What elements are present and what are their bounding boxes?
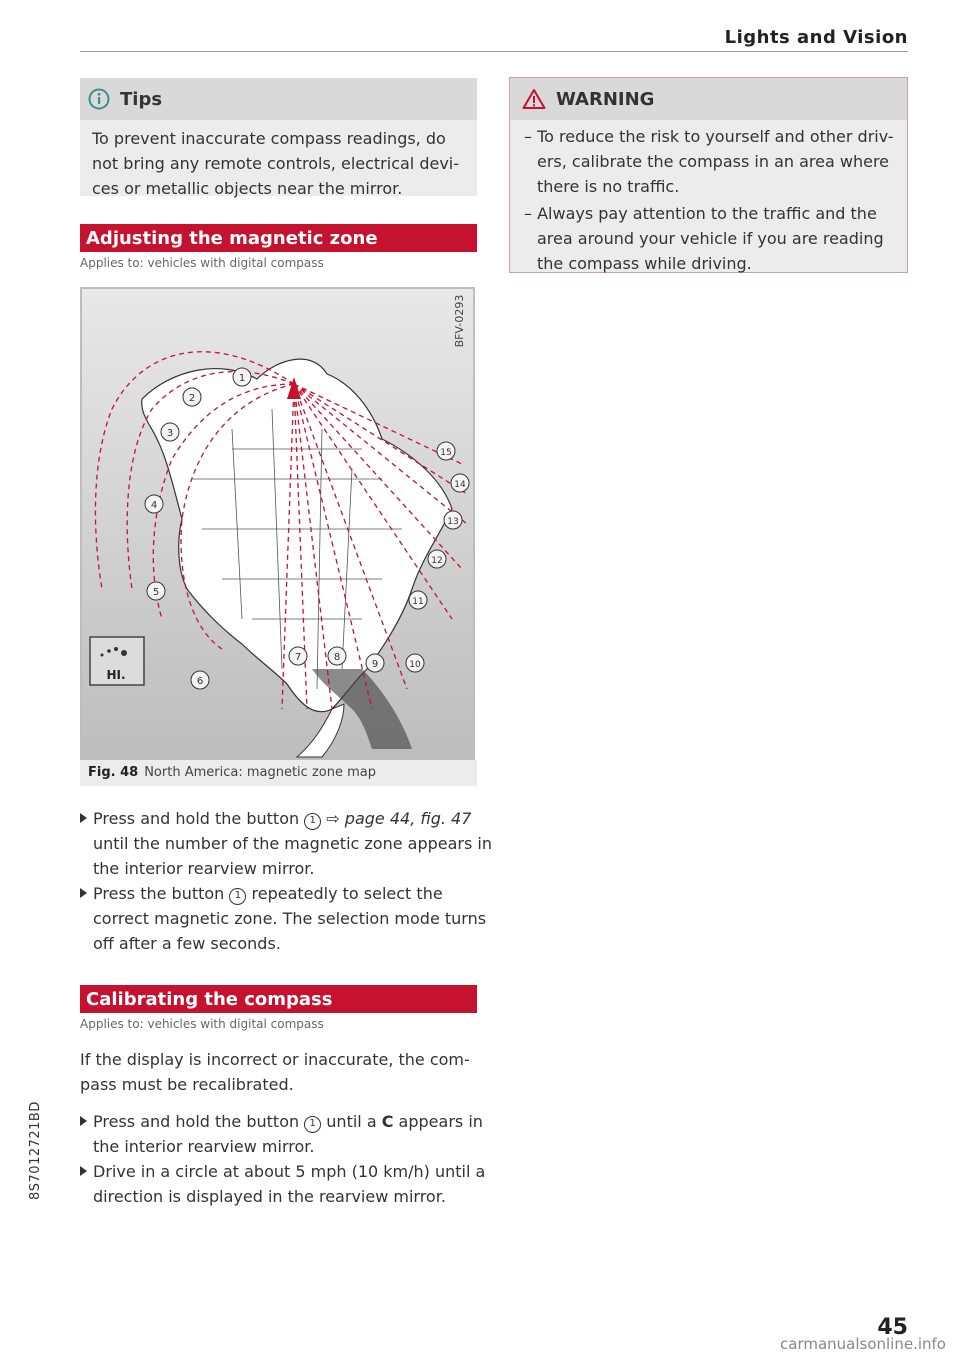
watermark: carmanualsonline.info xyxy=(780,1335,946,1353)
tips-title: Tips xyxy=(120,88,163,110)
section-title-magnetic-zone: Adjusting the magnetic zone xyxy=(80,224,477,252)
svg-text:14: 14 xyxy=(454,480,466,490)
zone-5 xyxy=(147,582,165,600)
svg-text:1: 1 xyxy=(238,373,246,384)
svg-text:12: 12 xyxy=(431,556,443,566)
applies-note-magnetic: Applies to: vehicles with digital compass xyxy=(80,256,324,270)
section-title-calibrating: Calibrating the compass xyxy=(80,985,477,1013)
zone-2 xyxy=(183,388,201,406)
svg-text:7: 7 xyxy=(294,652,302,663)
zone-7 xyxy=(289,647,307,665)
svg-text:5: 5 xyxy=(152,587,160,598)
header-rule xyxy=(80,51,908,52)
zone-1 xyxy=(233,368,251,386)
tips-header xyxy=(80,78,477,120)
button-1-symbol: 1 xyxy=(304,813,321,830)
magnetic-zone-map xyxy=(82,289,473,758)
bullet-arrow-icon xyxy=(80,888,87,898)
zone-3 xyxy=(161,423,179,441)
info-circle-icon xyxy=(88,88,110,110)
warning-item: – To reduce the risk to yourself and other driv-ers, calibrate the compass in an area where there is no traffic. xyxy=(524,127,894,196)
bullet-arrow-icon xyxy=(80,813,87,823)
magnetic-zone-map-figure xyxy=(80,287,475,760)
zone-15 xyxy=(437,442,455,460)
document-code: 8S7012721BD xyxy=(28,1101,43,1200)
tips-body: To prevent inaccurate compass readings, do not bring any remote controls, electrical devi-ces or metallic objects near the mirror. xyxy=(92,129,460,198)
warning-box xyxy=(509,77,908,273)
svg-text:13: 13 xyxy=(447,517,459,527)
calibrate-step-1: Press and hold the button 1 until a C appears in the interior rearview mirror. xyxy=(80,1109,493,1159)
zone-14 xyxy=(451,474,469,492)
calibrate-step-2: Drive in a circle at about 5 mph (10 km/h) until a direction is displayed in the rearview mirror. xyxy=(80,1159,493,1209)
calibrate-intro: If the display is incorrect or inaccurate, the com-pass must be recalibrated. xyxy=(80,1050,470,1094)
svg-text:9: 9 xyxy=(371,659,379,670)
svg-text:6: 6 xyxy=(196,676,204,687)
warning-list xyxy=(510,120,907,276)
svg-text:4: 4 xyxy=(150,500,158,511)
figure-caption-label: Fig. 48 xyxy=(88,765,139,780)
zone-9 xyxy=(366,654,384,672)
svg-text:3: 3 xyxy=(166,428,174,439)
svg-text:15: 15 xyxy=(440,448,452,458)
page-number: 45 xyxy=(877,1315,908,1340)
button-1-symbol: 1 xyxy=(304,1116,321,1133)
svg-text:8: 8 xyxy=(333,652,341,663)
zone-11 xyxy=(409,591,427,609)
zone-12 xyxy=(428,550,446,568)
zone-4 xyxy=(145,495,163,513)
warning-item: – Always pay attention to the traffic and the area around your vehicle if you are reading the compass while driving. xyxy=(524,204,884,273)
bullet-arrow-icon xyxy=(80,1166,87,1176)
zone-6 xyxy=(191,671,209,689)
page-header-title: Lights and Vision xyxy=(724,27,908,48)
zone-10 xyxy=(406,654,424,672)
bullet-arrow-icon xyxy=(80,1116,87,1126)
zone-8 xyxy=(328,647,346,665)
svg-text:11: 11 xyxy=(412,597,424,607)
svg-text:2: 2 xyxy=(188,393,196,404)
figure-code: BFV-0293 xyxy=(453,294,466,348)
figure-caption-text: North America: magnetic zone map xyxy=(144,765,376,780)
cross-reference-link[interactable]: page 44, fig. 47 xyxy=(344,809,472,828)
magnetic-step-2: Press the button 1 repeatedly to select the correct magnetic zone. The selection mode turns off after a few seconds. xyxy=(80,881,493,956)
applies-note-calibrate: Applies to: vehicles with digital compass xyxy=(80,1017,324,1031)
svg-text:10: 10 xyxy=(409,660,421,670)
warning-title: WARNING xyxy=(556,88,655,110)
figure-caption xyxy=(80,760,477,786)
zone-13 xyxy=(444,511,462,529)
warning-header xyxy=(510,78,907,120)
magnetic-step-1: Press and hold the button 1 ⇨ page 44, fig. 47 until the number of the magnetic zone appears in the interior rearview mirror. xyxy=(80,806,493,881)
tips-box xyxy=(80,78,477,196)
button-1-symbol: 1 xyxy=(229,888,246,905)
warning-triangle-icon xyxy=(522,88,546,110)
svg-text:HI.: HI. xyxy=(106,668,126,682)
hawaii-inset xyxy=(90,637,144,685)
